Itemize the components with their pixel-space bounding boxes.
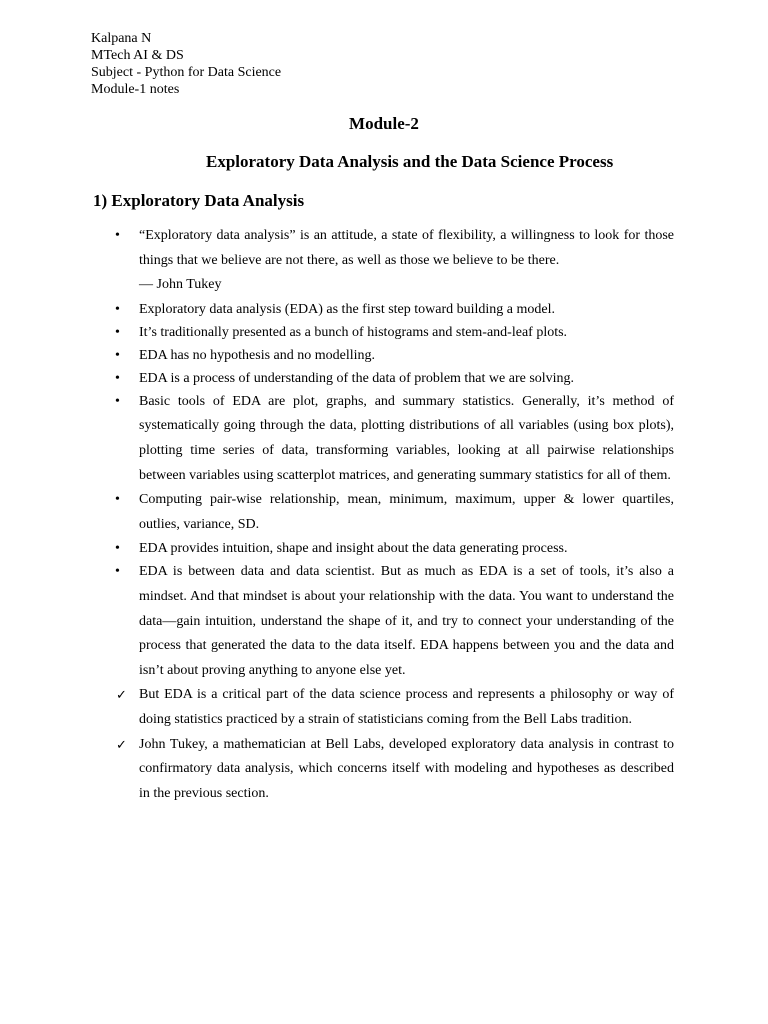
list-item [112, 390, 674, 488]
list-item-text: It’s traditionally presented as a bunch of histograms and stem-and-leaf plots. [139, 324, 568, 340]
author-header [91, 30, 281, 98]
section-heading-text: ) Exploratory Data Analysis [101, 191, 305, 210]
module-title [0, 114, 768, 134]
bullet-icon: • [115, 228, 120, 243]
document-title: Exploratory Data Analysis and the Data Science Process [206, 152, 614, 171]
list-item [112, 367, 674, 390]
list-item [112, 683, 674, 732]
program-name: MTech AI & DS [91, 48, 184, 63]
quote-attribution: — John Tukey [139, 277, 222, 293]
list-item-text: “Exploratory data analysis” is an attitude, a state of flexibility, a willingness to look for those things that we believe are not there, as well as those we believe to be there. [139, 228, 674, 268]
list-item [112, 344, 674, 367]
list-item-text: EDA is between data and data scientist. But as much as EDA is a set of tools, it’s also a mindset. And that mindset is about your relationship with the data. You want to understand the data—gain intuition, understand the shape of it, and try to connect your understanding of the process that generated the data to the data itself. EDA happens between you and the data and isn’t about proving anything to anyone else yet. [139, 564, 674, 678]
bullet-icon: • [115, 324, 120, 340]
list-item [112, 560, 674, 683]
notes-list [112, 224, 674, 806]
bullet-icon: • [115, 370, 120, 386]
notes-line: Module-1 notes [91, 82, 180, 97]
list-item-text: But EDA is a critical part of the data science process and represents a philosophy or way of doing statistics practiced by a strain of statisticians coming from the Bell Labs tradition. [139, 687, 674, 727]
list-item-text: EDA has no hypothesis and no modelling. [139, 347, 376, 363]
bullet-icon: • [115, 541, 120, 557]
list-item-text: Basic tools of EDA are plot, graphs, and summary statistics. Generally, it’s method of systematically going through the data, plotting distributions of all variables (using box plots), plotting time series of data, transforming variables, looking at all pairwise relationships between variables using scatterplot matrices, and generating summary statistics for all of them. [139, 393, 674, 483]
list-item [112, 733, 674, 807]
list-item-text: EDA provides intuition, shape and insight about the data generating process. [139, 541, 568, 557]
checkmark-icon: ✓ [116, 736, 127, 752]
bullet-icon: • [115, 301, 120, 317]
module-title-text: Module-2 [349, 114, 419, 133]
list-item [112, 537, 674, 560]
list-item-text: Exploratory data analysis (EDA) as the first step toward building a model. [139, 301, 556, 317]
section-heading [93, 191, 304, 211]
list-item [112, 488, 674, 537]
bullet-icon: • [115, 492, 120, 508]
bullet-icon: • [115, 564, 120, 580]
list-item-text: Computing pair-wise relationship, mean, minimum, maximum, upper & lower quartiles, outlies, variance, SD. [139, 492, 674, 532]
bullet-icon: • [115, 393, 120, 409]
list-item-text: EDA is a process of understanding of the data of problem that we are solving. [139, 370, 575, 386]
subject-line: Subject - Python for Data Science [91, 65, 282, 80]
list-item-text: John Tukey, a mathematician at Bell Labs, developed exploratory data analysis in contrast to confirmatory data analysis, which concerns itself with modeling and hypotheses as described in the previous section. [139, 736, 674, 801]
list-item [112, 321, 674, 344]
bullet-icon: • [115, 347, 120, 363]
list-item [112, 298, 674, 321]
list-item [112, 224, 674, 298]
checkmark-icon: ✓ [116, 687, 127, 703]
author-name: Kalpana N [91, 31, 152, 46]
section-number: 1 [93, 191, 102, 210]
